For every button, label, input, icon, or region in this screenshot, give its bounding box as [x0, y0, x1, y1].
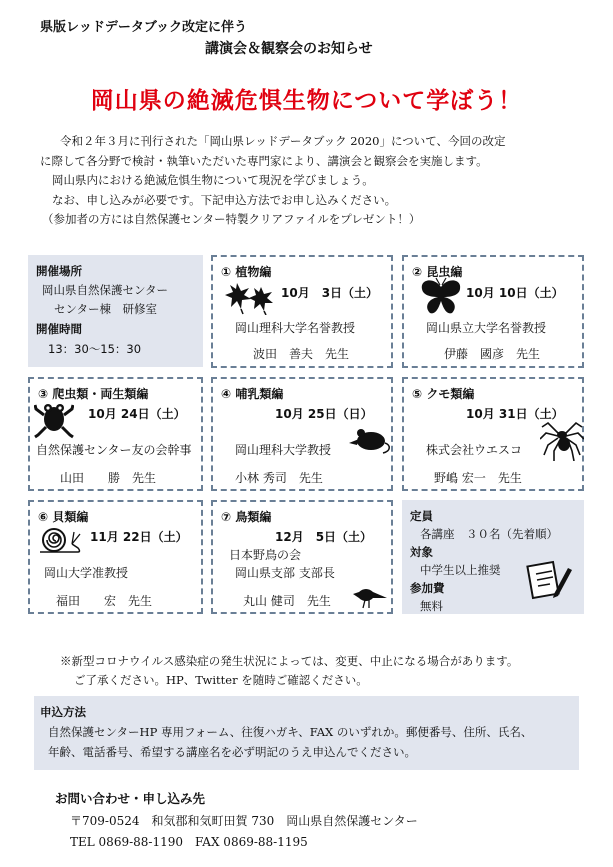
- fee-label: 参加費: [410, 581, 445, 595]
- session-org: 岡山大学准教授: [44, 566, 129, 580]
- spider-icon: [540, 417, 584, 461]
- venue-place-1: 岡山県自然保護センター: [42, 283, 169, 297]
- target-value: 中学生以上推奨: [420, 563, 501, 577]
- session-date: 10月 31日（土）: [466, 407, 564, 421]
- capacity-box: [402, 500, 584, 614]
- session-date: 10月 25日（日）: [275, 407, 373, 421]
- session-date: 10月 24日（土）: [88, 407, 186, 421]
- session-org: 自然保護センター友の会幹事: [36, 443, 192, 457]
- session-org: 株式会社ウエスコ: [426, 443, 523, 457]
- capacity-label: 定員: [410, 509, 433, 523]
- apply-label: 申込方法: [40, 705, 86, 719]
- intro-line: 令和２年３月に刊行された「岡山県レッドデータブック 2020」について、今回の改定: [60, 134, 506, 148]
- mouse-icon: [347, 423, 393, 455]
- notepad-pencil-icon: [526, 556, 572, 602]
- intro-line: に際して各分野で検討・執筆いただいた専門家により、講演会と観察会を実施します。: [40, 153, 488, 168]
- session-card-7: [211, 500, 393, 614]
- session-date: 12月 5日（土）: [275, 530, 373, 544]
- session-date: 10月 3日（土）: [281, 286, 379, 300]
- session-speaker: 伊藤 國彦 先生: [444, 347, 541, 361]
- session-title: ② 昆虫編: [412, 265, 463, 279]
- note-line: ※新型コロナウイルス感染症の発生状況によっては、変更、中止になる場合があります。: [60, 654, 519, 668]
- session-title: ⑦ 鳥類編: [221, 510, 272, 524]
- session-org-2: 岡山県支部 支部長: [235, 566, 335, 580]
- session-title: ⑤ クモ類編: [412, 387, 475, 401]
- session-speaker: 小林 秀司 先生: [235, 471, 323, 485]
- apply-line-1: 自然保護センターHP 専用フォーム、往復ハガキ、FAX のいずれか。郵便番号、住所、氏名、: [48, 725, 533, 739]
- session-speaker: 福田 宏 先生: [56, 594, 153, 608]
- session-org: 岡山理科大学教授: [235, 443, 332, 457]
- apply-box: [34, 696, 579, 770]
- session-card-2: [402, 255, 584, 368]
- session-card-4: [211, 377, 393, 491]
- session-speaker: 野嶋 宏一 先生: [434, 471, 522, 485]
- session-org: 岡山理科大学名誉教授: [235, 321, 356, 335]
- snail-icon: [36, 526, 82, 556]
- session-title: ① 植物編: [221, 265, 272, 279]
- time-value: 13：30〜15：30: [48, 342, 142, 356]
- venue-place-2: センター棟 研修室: [54, 302, 158, 316]
- session-date: 11月 22日（土）: [90, 530, 188, 544]
- session-speaker: 波田 善夫 先生: [253, 347, 350, 361]
- intro-text: [40, 132, 592, 230]
- session-org: 岡山県立大学名誉教授: [426, 321, 547, 335]
- session-title: ④ 哺乳類編: [221, 387, 284, 401]
- venue-box: [28, 255, 203, 367]
- contact-title: お問い合わせ・申し込み先: [55, 791, 206, 806]
- bird-icon: [351, 584, 389, 610]
- note-line: ご了承ください。HP、Twitter を随時ご確認ください。: [74, 673, 368, 687]
- apply-line-2: 年齢、電話番号、希望する講座名を必ず明記のうえ申込んでください。: [48, 745, 416, 759]
- frog-icon: [34, 399, 74, 439]
- fee-value: 無料: [420, 599, 443, 613]
- session-org: 日本野鳥の会: [229, 548, 302, 562]
- session-title: ⑥ 貝類編: [38, 510, 89, 524]
- intro-line: （参加者の方には自然保護センター特製クリアファイルをプレゼント！）: [42, 212, 421, 226]
- header-subtitle-2: 講演会＆観察会のお知らせ: [205, 41, 373, 57]
- butterfly-icon: [418, 277, 464, 317]
- session-card-3: [28, 377, 203, 491]
- session-speaker: 丸山 健司 先生: [243, 594, 331, 608]
- session-title: ③ 爬虫類・両生類編: [38, 387, 149, 401]
- intro-line: 岡山県内における絶滅危惧生物について現況を学びましょう。: [52, 173, 374, 187]
- session-card-5: [402, 377, 584, 491]
- venue-label: 開催場所: [36, 264, 82, 278]
- contact-phone: TEL 0869-88-1190 FAX 0869-88-1195: [70, 835, 308, 849]
- intro-line: なお、申し込みが必要です。下記申込方法でお申し込みください。: [52, 192, 397, 207]
- time-label: 開催時間: [36, 322, 82, 336]
- session-speaker: 山田 勝 先生: [60, 471, 157, 485]
- session-date: 10月 10日（土）: [466, 286, 564, 300]
- header-subtitle-1: 県版レッドデータブック改定に伴う: [40, 20, 247, 35]
- leaves-icon: [225, 279, 275, 315]
- page-title: 岡山県の絶滅危惧生物について学ぼう！: [90, 88, 523, 114]
- capacity-value: 各講座 ３０名（先着順）: [420, 527, 558, 541]
- session-card-6: [28, 500, 203, 614]
- session-card-1: [211, 255, 393, 368]
- notes: [60, 652, 518, 690]
- target-label: 対象: [410, 545, 433, 559]
- contact-address: 〒709-0524 和気郡和気町田賀 730 岡山県自然保護センター: [70, 814, 418, 828]
